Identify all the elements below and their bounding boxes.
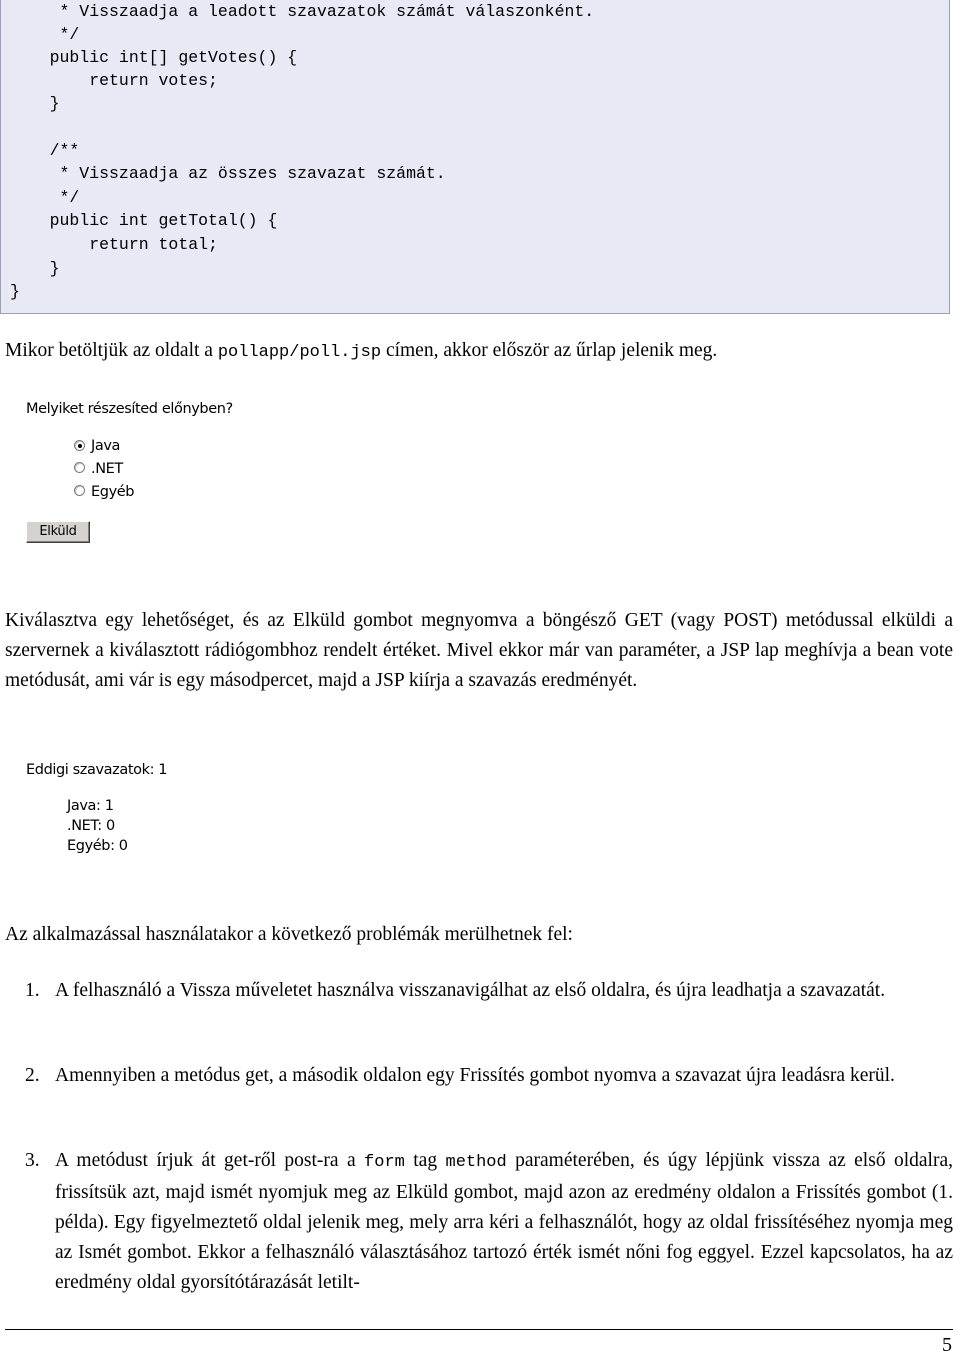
intro-text-end: címen, akkor először az űrlap jelenik meg. <box>381 340 718 361</box>
code-line: /** <box>10 141 80 160</box>
code-line: * Visszaadja az összes szavazat számát. <box>10 164 446 183</box>
list-item <box>25 1061 953 1091</box>
radio-dotnet[interactable] <box>74 462 85 473</box>
list-number: 2. <box>25 1065 40 1086</box>
list-text-part: tag <box>404 1150 446 1171</box>
footer-rule <box>5 1329 953 1330</box>
code-line: } <box>10 282 20 301</box>
code-line: */ <box>10 25 80 44</box>
intro-text: Mikor betöltjük az oldalt a <box>5 340 218 361</box>
form-question: Melyiket részesíted előnyben? <box>26 401 233 417</box>
code-line: * Visszaadja a leadott szavazatok számát válaszonként. <box>10 2 595 21</box>
list-number: 1. <box>25 980 40 1001</box>
list-text: A felhasználó a Vissza műveletet használva visszanavigálhat az első oldalra, és újra leadhatja a szavazatát. <box>55 980 886 1001</box>
page-number: 5 <box>942 1334 952 1356</box>
code-line: } <box>10 259 60 278</box>
code-line: public int getTotal() { <box>10 211 278 230</box>
list-text <box>55 1146 953 1298</box>
radio-label-dotnet: .NET <box>91 461 123 477</box>
explanation-paragraph: Kiválasztva egy lehetőséget, és az Elküld gombot megnyomva a böngésző GET (vagy POST) metódussal elküldi a szervernek a kiválasztott rádiógombhoz rendelt értéket. Mivel ekkor már van paraméter, a JSP lap meghívja a bean vote metódusát, ami vár is egy másodpercet, majd a JSP kiírja a szavazás eredményét. <box>5 610 953 691</box>
list-item <box>25 976 953 1006</box>
radio-label-java: Java <box>91 438 121 454</box>
code-line: return votes; <box>10 71 218 90</box>
list-text: Amennyiben a metódus get, a második oldalon egy Frissítés gombot nyomva a szavazat újra leadásra kerül. <box>55 1065 895 1086</box>
inline-code-url: pollapp/poll.jsp <box>217 343 382 362</box>
problems-intro: Az alkalmazással használatakor a következő problémák merülhetnek fel: <box>5 924 573 945</box>
intro-paragraph <box>5 336 953 368</box>
code-line: */ <box>10 188 80 207</box>
radio-label-other: Egyéb <box>91 484 135 500</box>
inline-code-form: form <box>364 1153 405 1172</box>
result-row-dotnet: .NET: 0 <box>67 818 115 834</box>
code-line: return total; <box>10 235 218 254</box>
list-number: 3. <box>25 1150 40 1171</box>
code-line: } <box>10 94 60 113</box>
result-row-java: Java: 1 <box>67 798 114 814</box>
code-line: public int[] getVotes() { <box>10 48 298 67</box>
submit-button[interactable]: Elküld <box>26 521 90 543</box>
inline-code-method: method <box>445 1153 507 1172</box>
code-listing <box>0 0 950 314</box>
results-heading: Eddigi szavazatok: 1 <box>26 762 168 778</box>
list-text-part: paraméterében, és úgy lépjünk vissza az első oldalra, frissítsük azt, majd ismét nyomjuk meg az Elküld gombot, majd azon az eredmény oldalon a Frissítés gombot (1. példa). Egy figyelmeztető oldal jelenik meg, mely arra kéri a felhasználót, hogy az oldal frissítéséhez nyomja meg az Ismét gombot. Ekkor a felhasználó választásához tartozó érték ismét nőni fog eggyel. Ezzel kapcsolatos, ha az eredmény oldal gyorsítótárazását letilt- <box>55 1150 953 1293</box>
result-row-other: Egyéb: 0 <box>67 838 128 854</box>
list-text-part: A metódust írjuk át get-ről post-ra a <box>55 1150 365 1171</box>
list-item <box>25 1146 953 1298</box>
radio-other[interactable] <box>74 485 85 496</box>
radio-java[interactable] <box>74 440 85 451</box>
